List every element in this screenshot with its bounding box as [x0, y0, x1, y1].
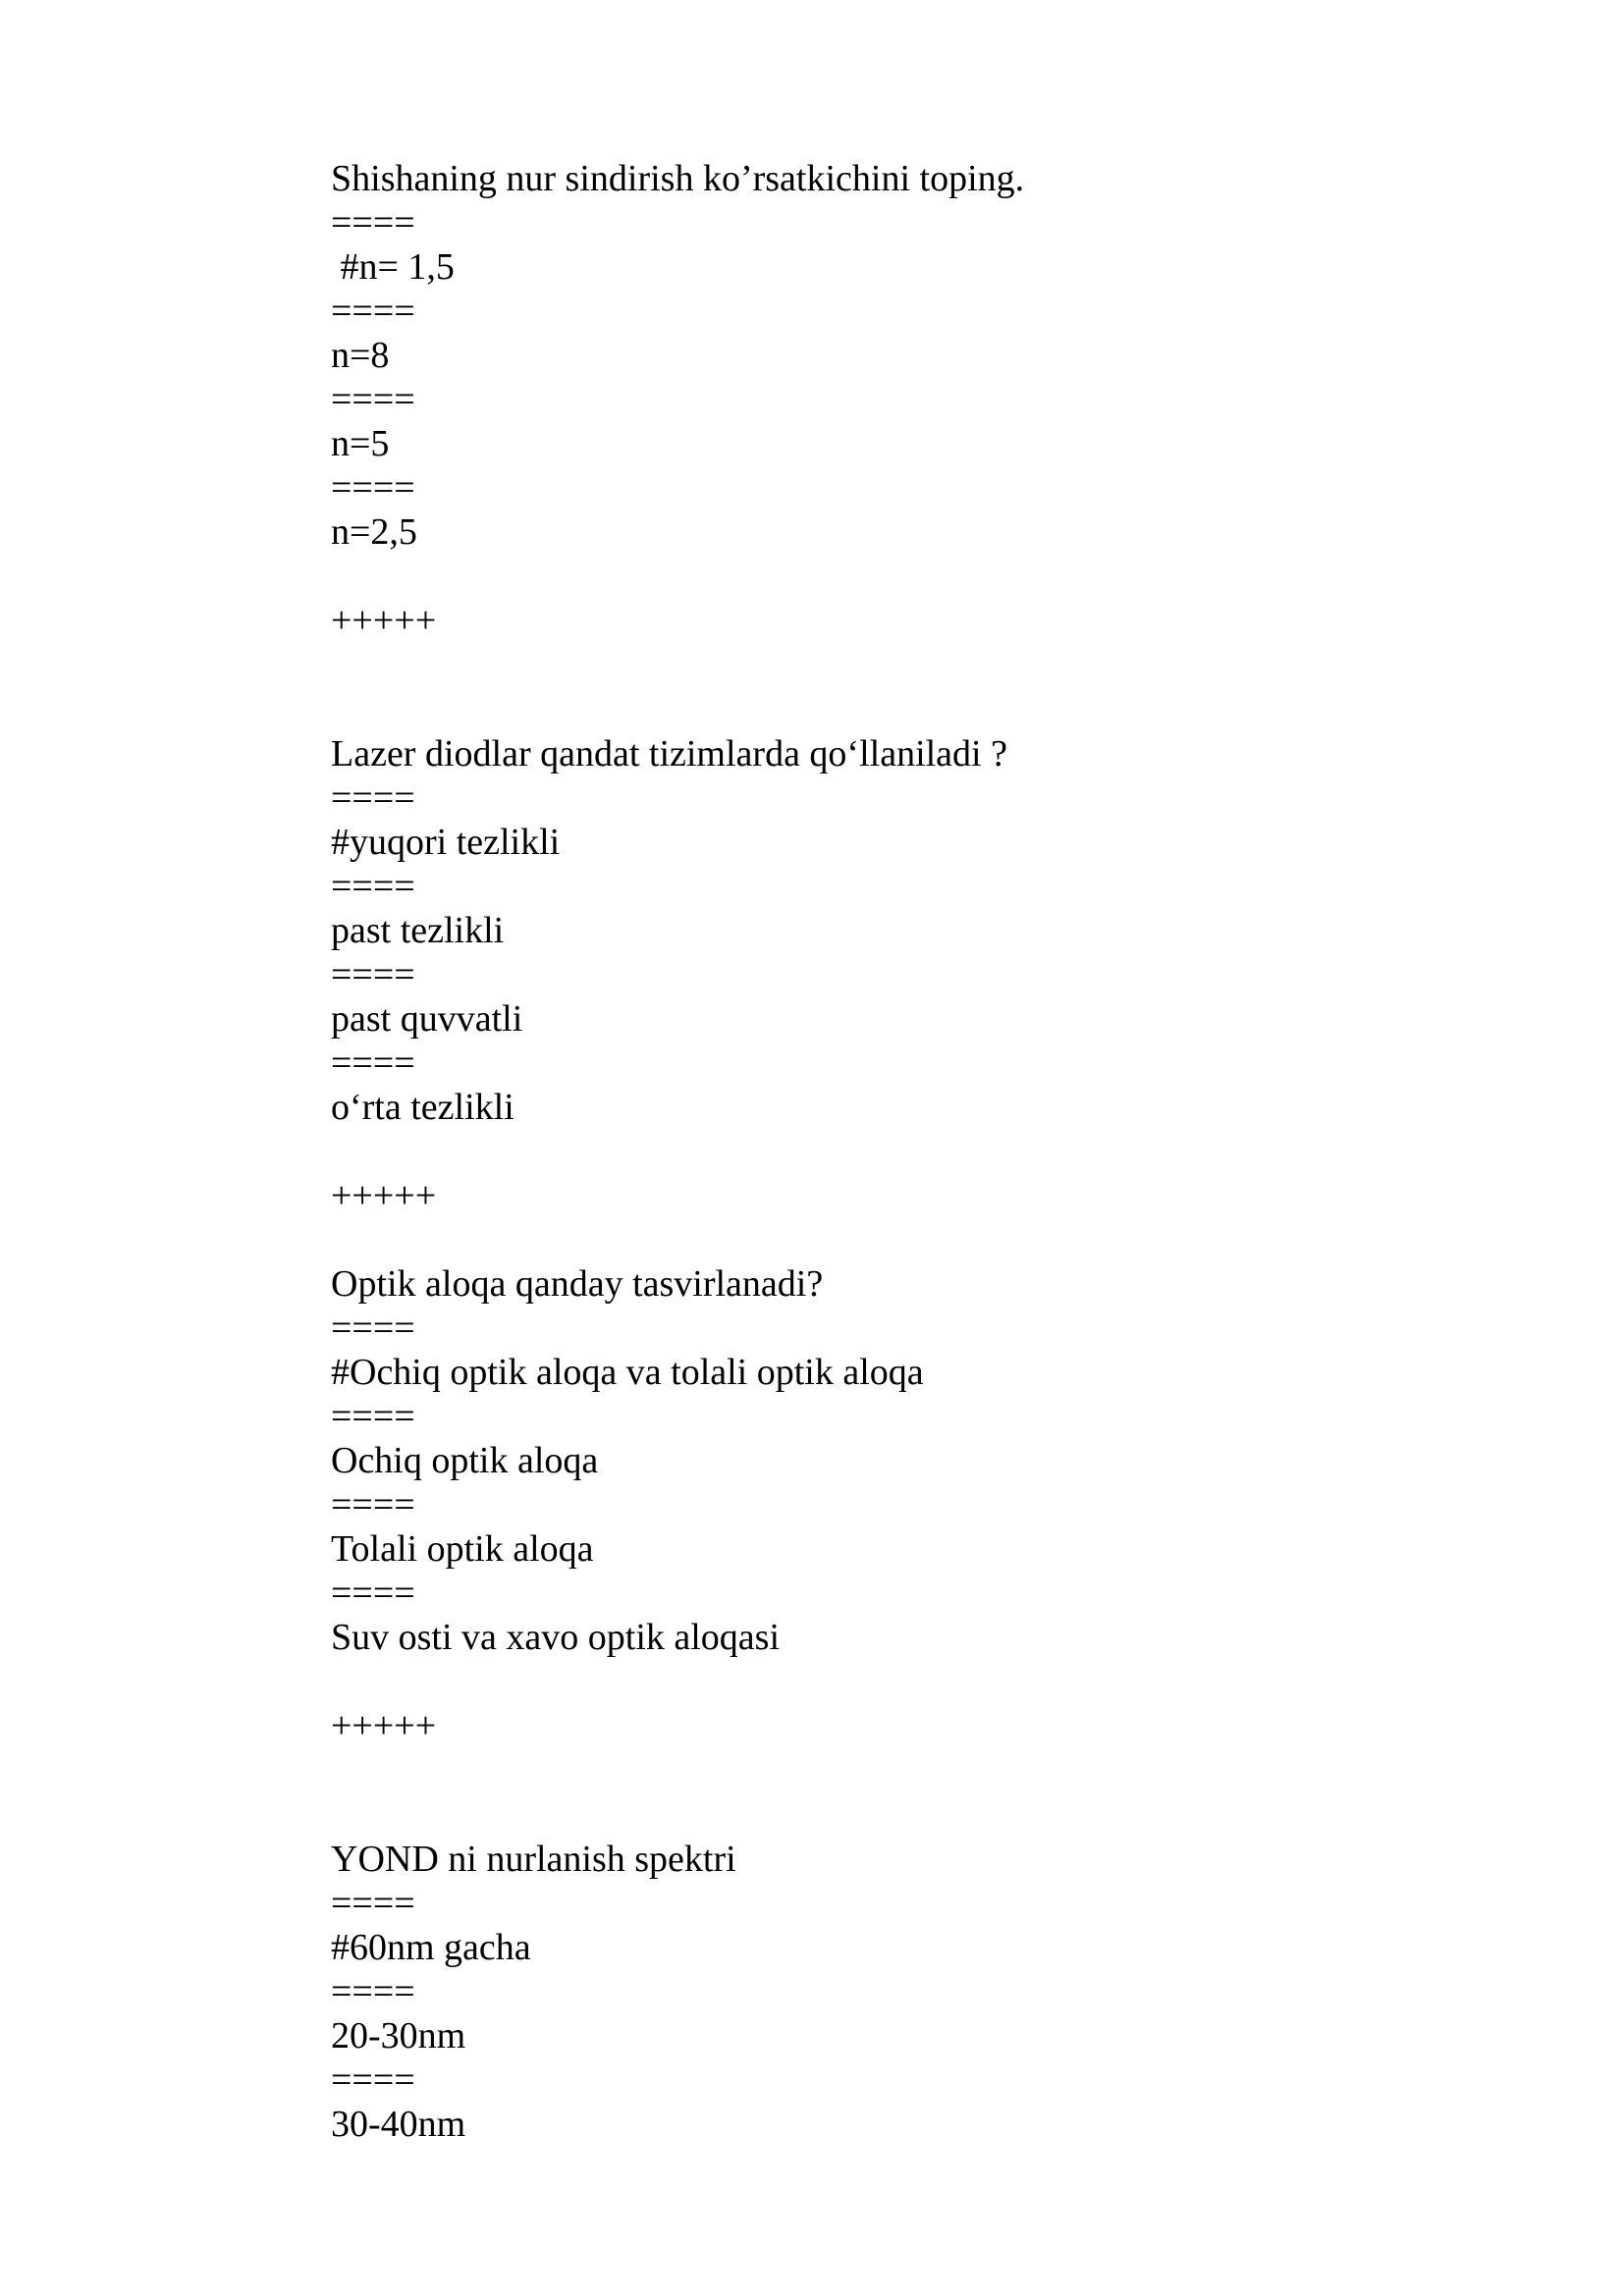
separator: ==== — [331, 1971, 415, 2012]
answer-option: o‘rta tezlikli — [331, 1087, 514, 1128]
separator: ==== — [331, 1484, 415, 1525]
answer-option: #60nm gacha — [331, 1927, 531, 1968]
separator: ==== — [331, 291, 415, 332]
end-marker: +++++ — [331, 1175, 437, 1216]
separator: ==== — [331, 2059, 415, 2101]
end-marker: +++++ — [331, 600, 437, 641]
separator: ==== — [331, 1573, 415, 1614]
separator: ==== — [331, 467, 415, 508]
question-text: Lazer diodlar qandat tizimlarda qo‘llaniladi ? — [331, 733, 1007, 774]
separator: ==== — [331, 1042, 415, 1084]
question-text: YOND ni nurlanish spektri — [331, 1839, 736, 1880]
question-text: Optik aloqa qanday tasvirlanadi? — [331, 1263, 824, 1305]
answer-option: 20-30nm — [331, 2015, 466, 2056]
answer-option: #Ochiq optik aloqa va tolali optik aloqa — [331, 1352, 924, 1393]
answer-option: past tezlikli — [331, 910, 505, 951]
answer-option: #yuqori tezlikli — [331, 822, 561, 863]
answer-option: 30-40nm — [331, 2104, 466, 2145]
separator: ==== — [331, 954, 415, 995]
separator: ==== — [331, 202, 415, 243]
answer-option: n=8 — [331, 335, 390, 376]
separator: ==== — [331, 777, 415, 819]
separator: ==== — [331, 1883, 415, 1924]
separator: ==== — [331, 1308, 415, 1349]
separator: ==== — [331, 1396, 415, 1437]
answer-option: Tolali optik aloqa — [331, 1528, 594, 1570]
separator: ==== — [331, 866, 415, 907]
answer-option: n=5 — [331, 423, 390, 464]
answer-option: past quvvatli — [331, 998, 523, 1040]
answer-option: n=2,5 — [331, 511, 417, 553]
answer-option: Ochiq optik aloqa — [331, 1440, 599, 1481]
answer-option: Suv osti va xavo optik aloqasi — [331, 1617, 781, 1658]
question-text: Shishaning nur sindirish ko’rsatkichini toping. — [331, 158, 1025, 199]
answer-option: #n= 1,5 — [331, 246, 455, 288]
separator: ==== — [331, 379, 415, 420]
end-marker: +++++ — [331, 1705, 437, 1746]
